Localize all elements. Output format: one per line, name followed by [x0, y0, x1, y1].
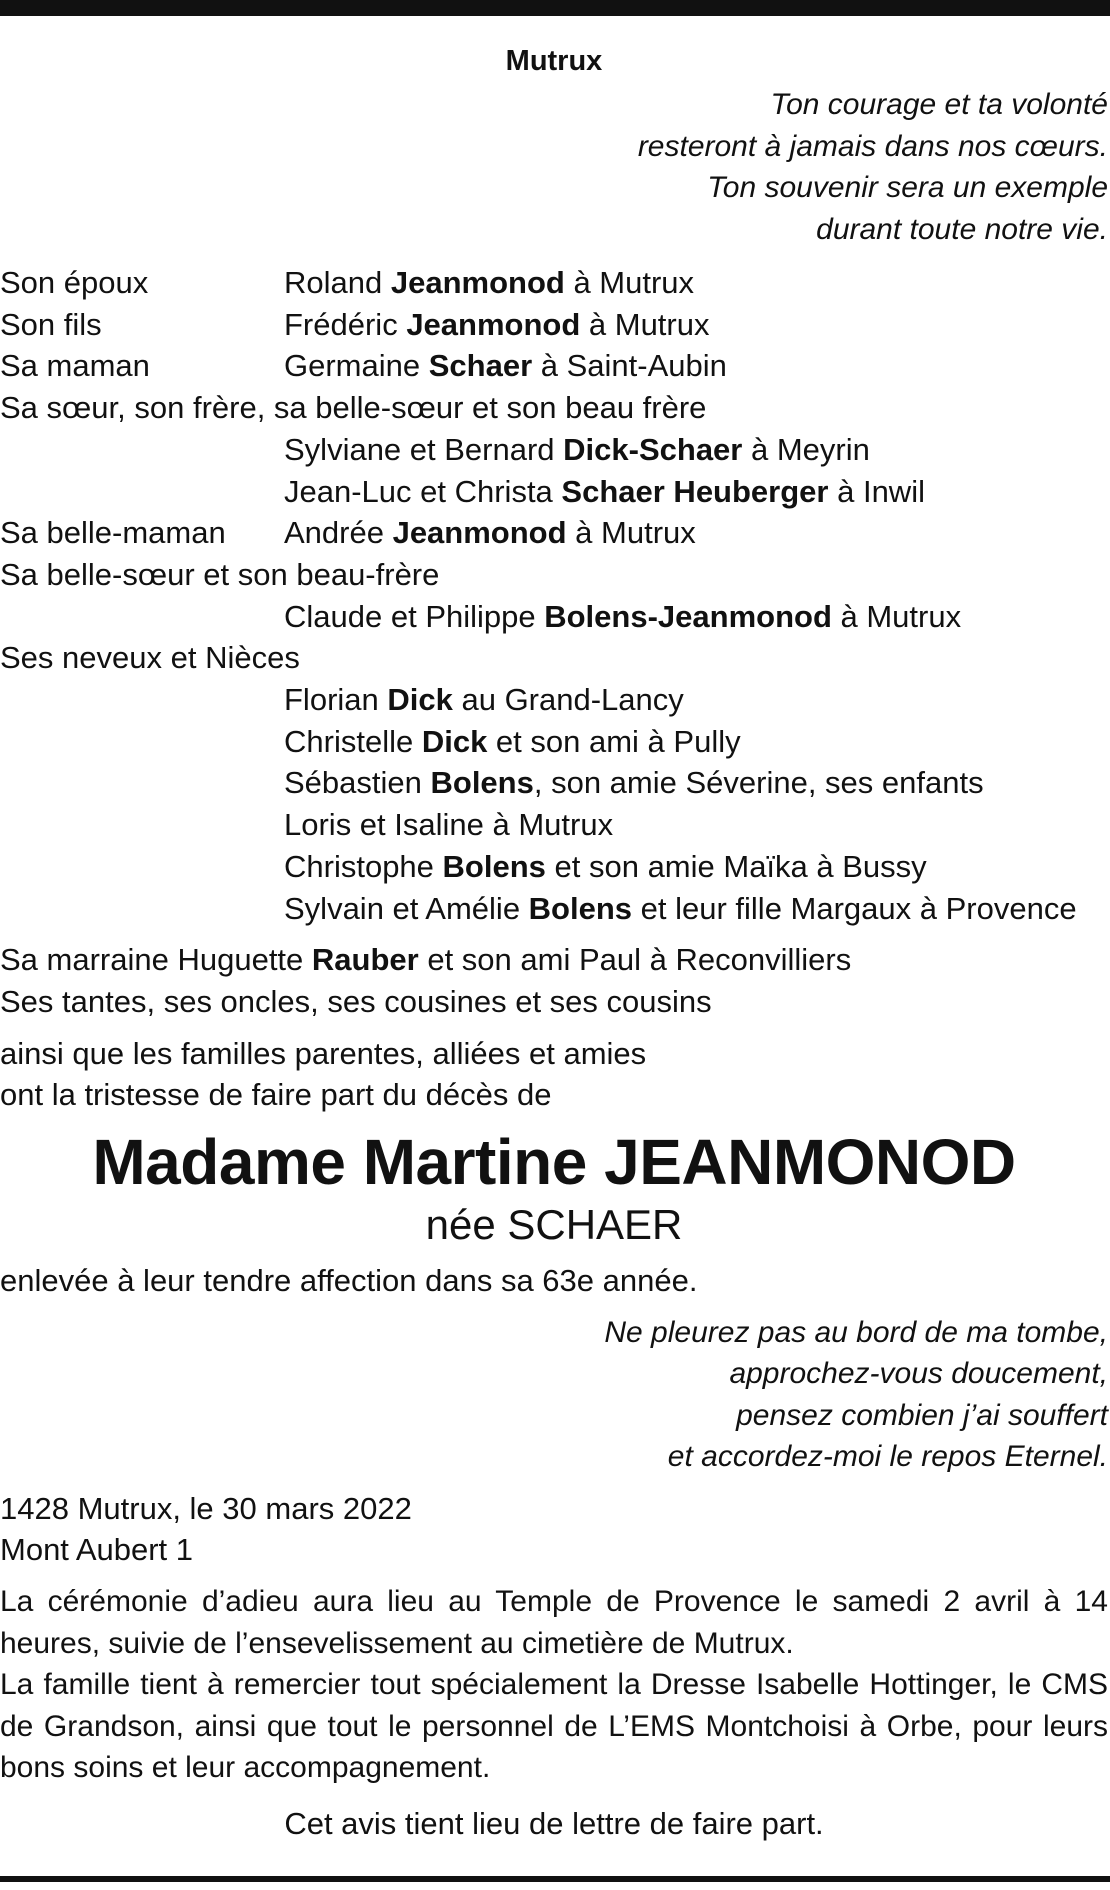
- address-line: Mont Aubert 1: [0, 1532, 194, 1568]
- family-member: Loris et Isaline à Mutrux: [284, 807, 614, 843]
- quote-line: Ton souvenir sera un exemple: [707, 171, 1108, 204]
- family-member: Sébastien Bolens, son amie Séverine, ses enfants: [284, 765, 984, 801]
- ceremony-paragraph: La cérémonie d’adieu aura lieu au Temple de Provence le samedi 2 avril à 14 heures, suivie de l’ensevelissement au cimetière de Mutrux.: [0, 1585, 1108, 1660]
- quote-line: durant toute notre vie.: [816, 212, 1108, 246]
- family-row-son: [0, 304, 1108, 346]
- family-member: Frédéric Jeanmonod à Mutrux: [284, 306, 710, 342]
- relation-label: Son fils: [0, 306, 102, 342]
- relation-heading: Sa sœur, son frère, sa belle-sœur et son beau frère: [0, 390, 707, 426]
- family-row-mother: [0, 345, 1108, 387]
- relation-heading: Ses neveux et Nièces: [0, 640, 300, 676]
- family-member: Andrée Jeanmonod à Mutrux: [284, 515, 696, 551]
- address-block: [0, 1488, 1108, 1571]
- family-member: Christophe Bolens et son amie Maïka à Bussy: [284, 848, 927, 884]
- announcement: [0, 1033, 1108, 1116]
- quote-line: approchez-vous doucement,: [729, 1357, 1108, 1391]
- relation-label: Sa maman: [0, 348, 150, 384]
- deceased-name: Madame Martine JEANMONOD: [92, 1126, 1016, 1199]
- address-line: 1428 Mutrux, le 30 mars 2022: [0, 1490, 412, 1526]
- family-member: Claude et Philippe Bolens-Jeanmonod à Mutrux: [284, 598, 962, 634]
- thanks-paragraph: La famille tient à remercier tout spécialement la Dresse Isabelle Hottinger, le CMS de Grandson, ainsi que tout le personnel de L’EMS Montchoisi à Orbe, pour leurs bons soins et leur accompagnement.: [0, 1668, 1108, 1785]
- quote-line: resteront à jamais dans nos cœurs.: [637, 129, 1108, 163]
- family-list: [0, 262, 1108, 1023]
- obituary-notice: [0, 38, 1108, 1845]
- bottom-border: [0, 1876, 1110, 1882]
- godmother-line: Sa marraine Huguette Rauber et son ami Paul à Reconvilliers: [0, 942, 852, 978]
- opening-quote: [0, 84, 1108, 250]
- relation-label: Son époux: [0, 265, 149, 300]
- top-border: [0, 0, 1110, 16]
- family-member: Roland Jeanmonod à Mutrux: [284, 265, 695, 300]
- family-member: Germaine Schaer à Saint-Aubin: [284, 348, 727, 384]
- family-member: Sylvain et Amélie Bolens et leur fille Margaux à Provence: [284, 890, 1077, 926]
- age-line: enlevée à leur tendre affection dans sa 63e année.: [0, 1263, 698, 1299]
- family-member: Sylviane et Bernard Dick-Schaer à Meyrin: [284, 431, 870, 467]
- relation-label: Sa belle-maman: [0, 515, 226, 551]
- footer-note: Cet avis tient lieu de lettre de faire part.: [284, 1805, 824, 1841]
- family-member: Florian Dick au Grand-Lancy: [284, 682, 684, 718]
- place-heading: Mutrux: [505, 45, 603, 77]
- quote-line: Ton courage et ta volonté: [770, 88, 1108, 121]
- relation-heading: Sa belle-sœur et son beau-frère: [0, 556, 440, 592]
- family-member: Jean-Luc et Christa Schaer Heuberger à Inwil: [284, 473, 925, 509]
- relation-heading: Ses tantes, ses oncles, ses cousines et ses cousins: [0, 983, 712, 1019]
- announce-line: ont la tristesse de faire part du décès de: [0, 1077, 552, 1113]
- family-row-mother-in-law: [0, 512, 1108, 554]
- family-member: Christelle Dick et son ami à Pully: [284, 723, 741, 759]
- maiden-name: née SCHAER: [425, 1201, 683, 1249]
- closing-quote: [0, 1312, 1108, 1478]
- quote-line: Ne pleurez pas au bord de ma tombe,: [604, 1315, 1108, 1349]
- quote-line: et accordez-moi le repos Eternel.: [667, 1440, 1108, 1474]
- family-row-spouse: [0, 262, 1108, 304]
- quote-line: pensez combien j’ai souffert: [736, 1398, 1108, 1432]
- announce-line: ainsi que les familles parentes, alliées et amies: [0, 1035, 647, 1071]
